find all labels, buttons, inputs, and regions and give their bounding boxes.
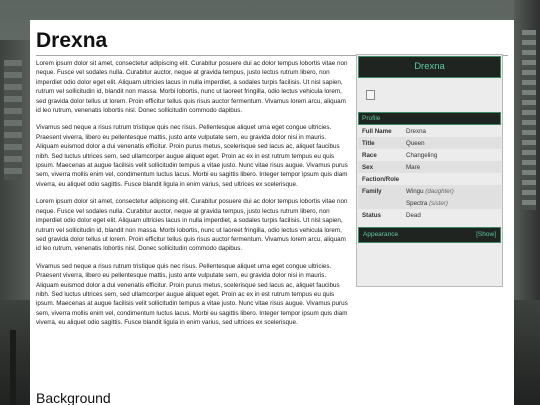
row-key: Full Name [362,127,392,135]
show-toggle-button[interactable]: [Show] [476,231,496,238]
character-infobox [356,54,503,287]
family-member-link[interactable]: Spectra [406,199,428,207]
paragraph: Vivamus sed neque a risus rutrum tristique quis nec risus. Pellentesque aliquet urna eget congue ultricies. Praesent viverra, libero eu pellentesque mattis, justo ante vulputate sem, eu gravida dolor nisi in mauris. Aliquam euismod dolor a dui venenatis efficitur. Proin purus metus, scelerisque sed lacus ac, aliquet faucibus nibh. Sed luctus ultrices sem, sed ullamcorper augue aliquet eget. Proin ac ex in est rutrum tempus eu quis ipsum. Maecenas at augue facilisis velit sollicitudin tempus a vitae justo. Nunc vitae risus augue. Vivamus purus sem, viverra mollis enim vel, condimentum luctus lacus. Morbi eu sagittis libero. Integer tempor ipsum quis diam viverra, eu aliquet odio sagittis. Fusce blandit ligula in enim varius, sed ultrices ex scelerisque. [36,124,348,188]
row-value: Mare [406,163,421,171]
row-value [406,188,454,195]
infobox-row-race [358,149,501,161]
row-value [406,200,448,207]
row-key: Title [362,139,375,147]
infobox-row-faction [358,173,501,185]
row-key: Faction/Role [362,175,400,183]
row-value: Changeling [406,151,438,159]
row-key: Family [362,187,382,195]
row-key: Status [362,211,381,219]
broken-image-icon [366,90,375,100]
page-title: Drexna [36,28,508,56]
paragraph: Vivamus sed neque a risus rutrum tristique quis nec risus. Pellentesque aliquet urna eget congue ultricies. Praesent viverra, libero eu pellentesque mattis, justo ante vulputate sem, eu gravida dolor nisi in mauris. Aliquam euismod dolor a dui venenatis efficitur. Proin purus metus, scelerisque sed lacus ac, aliquet faucibus nibh. Sed luctus ultrices sem, sed ullamcorper augue aliquet eget. Proin ac ex in est rutrum tempus eu quis ipsum. Maecenas at augue facilisis velit sollicitudin tempus a vitae justo. Nunc vitae risus augue. Vivamus purus sem, viverra mollis enim vel, condimentum luctus lacus. Morbi eu sagittis libero. Integer tempor ipsum quis diam viverra, eu aliquet odio sagittis. Fusce blandit ligula in enim varius, sed ultrices ex scelerisque. [36,262,348,327]
paragraph: Lorem ipsum dolor sit amet, consectetur adipiscing elit. Curabitur posuere dui ac dolor tempus lobortis vitae non neque. Fusce vel sodales nulla. Curabitur auctor, neque at gravida tempus, justo lectus rutrum libero, non imperdiet odio dolor eget elit. Aliquam ultricies lacus in nulla imperdiet, a sodales turpis facilisis. Ut nisl sapien, rutrum vel sollicitudin id, blandit non massa. Morbi lobortis, nunc ut laoreet fringilla, odio lectus vehicula lorem, sed gravida dolor tellus ut lorem. Proin efficitur tellus quis risus auctor fermentum. Vivamus lorem arcu, aliquam id leo rutrum, venenatis lobortis nisl. Donec sollicitudin commodo dapibus. [36,60,348,115]
article-body [36,59,350,328]
infobox-profile-header: Profile [358,112,501,125]
family-member-link[interactable]: Wingu [406,187,424,195]
row-value: Dead [406,211,421,219]
infobox-image [358,78,501,111]
infobox-row-sex [358,161,501,173]
relation-note: (daughter) [425,187,454,195]
row-value: Drexna [406,127,426,135]
infobox-row-status [358,209,501,221]
relation-note: (sister) [429,199,448,207]
infobox-row-title [358,137,501,149]
article-page [30,20,514,405]
row-key: Sex [362,163,374,171]
infobox-appearance-header [358,227,501,243]
paragraph: Lorem ipsum dolor sit amet, consectetur adipiscing elit. Curabitur posuere dui ac dolor tempus lobortis vitae non neque. Fusce vel sodales nulla. Curabitur auctor, neque at gravida tempus, justo lectus rutrum libero, non imperdiet odio dolor eget elit. Aliquam ultricies lacus in nulla imperdiet, a sodales turpis facilisis. Ut nisl sapien, rutrum vel sollicitudin id, blandit non massa. Morbi lobortis, nunc ut laoreet fringilla, odio lectus vehicula lorem, sed gravida dolor tellus ut lorem. Proin efficitur tellus quis risus auctor fermentum. Vivamus lorem arcu, aliquam id leo rutrum, venenatis lobortis nisl. Donec sollicitudin commodo dapibus. [36,198,348,253]
section-heading-background: Background [36,390,508,405]
infobox-row-full-name [358,125,501,137]
appearance-label: Appearance [363,231,399,238]
row-value: Queen [406,139,425,147]
infobox-title: Drexna [358,56,501,78]
infobox-row-family-2 [358,197,501,209]
row-key: Race [362,151,377,159]
infobox-row-family [358,185,501,197]
